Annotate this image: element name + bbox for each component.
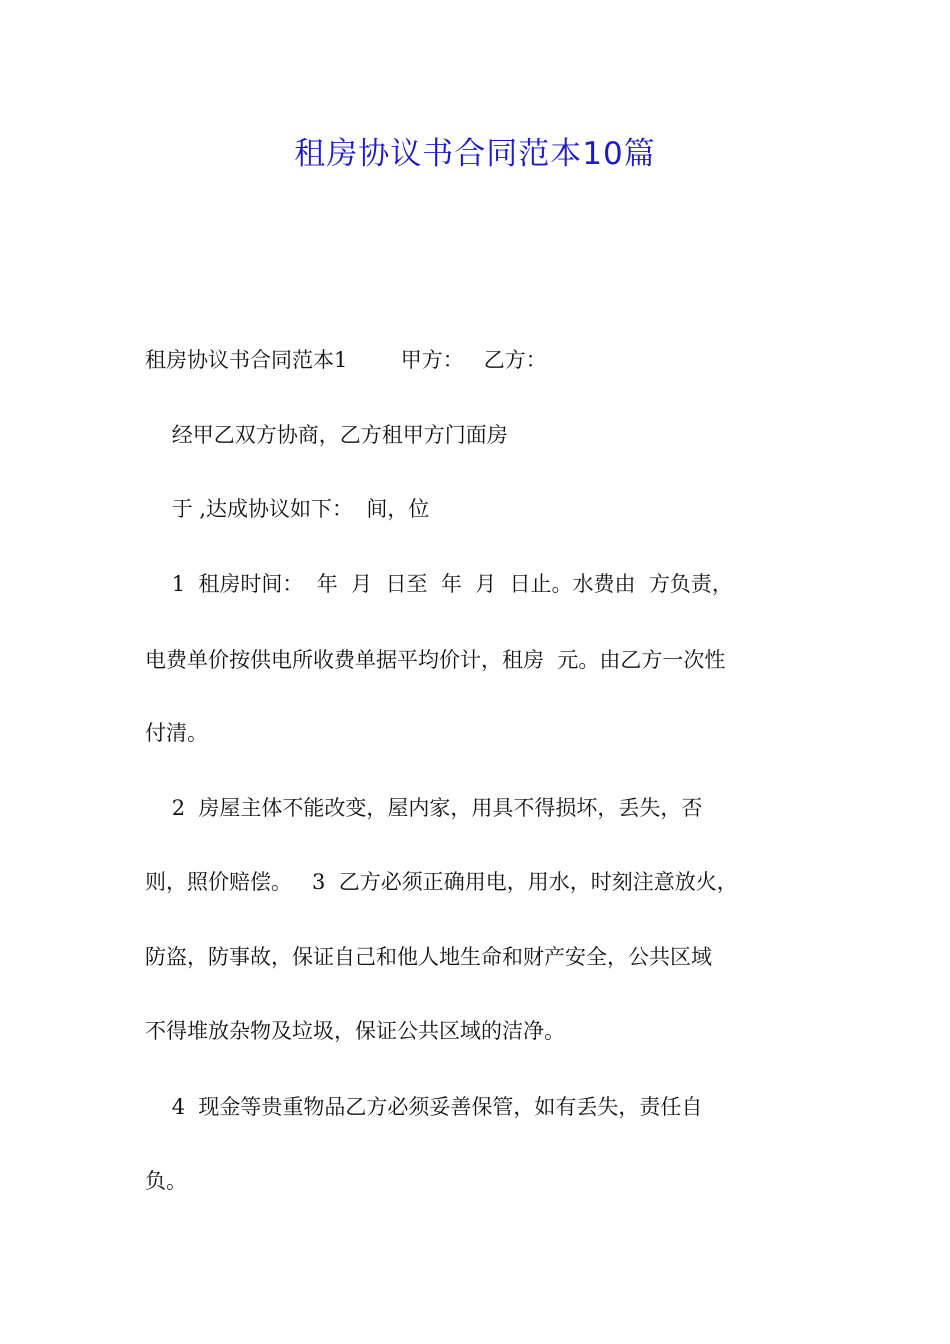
paragraph-line-10: 不得堆放杂物及垃圾，保证公共区域的洁净。 bbox=[145, 1019, 565, 1043]
document-title: 租房协议书合同范本10篇 bbox=[294, 136, 656, 172]
paragraph-line-4: 1 租房时间： 年 月 日至 年 月 日止。水费由 方负责， bbox=[145, 572, 733, 596]
paragraph-line-9: 防盗，防事故，保证自己和他人地生命和财产安全，公共区域 bbox=[145, 945, 712, 969]
paragraph-line-3: 于 ,达成协议如下： 间，位 bbox=[145, 497, 430, 521]
paragraph-line-8: 则，照价赔偿。 3 乙方必须正确用电，用水，时刻注意放火， bbox=[145, 870, 738, 894]
paragraph-line-6: 付清。 bbox=[145, 721, 208, 745]
paragraph-line-11: 4 现金等贵重物品乙方必须妥善保管，如有丢失，责任自 bbox=[145, 1095, 703, 1119]
paragraph-line-12: 负。 bbox=[145, 1169, 187, 1193]
paragraph-line-5: 电费单价按供电所收费单据平均价计，租房 元。由乙方一次性 bbox=[145, 648, 726, 672]
paragraph-line-7: 2 房屋主体不能改变，屋内家，用具不得损坏，丢失，否 bbox=[145, 796, 703, 820]
paragraph-line-1: 租房协议书合同范本1 甲方： 乙方： bbox=[145, 348, 547, 372]
paragraph-line-2: 经甲乙双方协商，乙方租甲方门面房 bbox=[145, 423, 508, 447]
